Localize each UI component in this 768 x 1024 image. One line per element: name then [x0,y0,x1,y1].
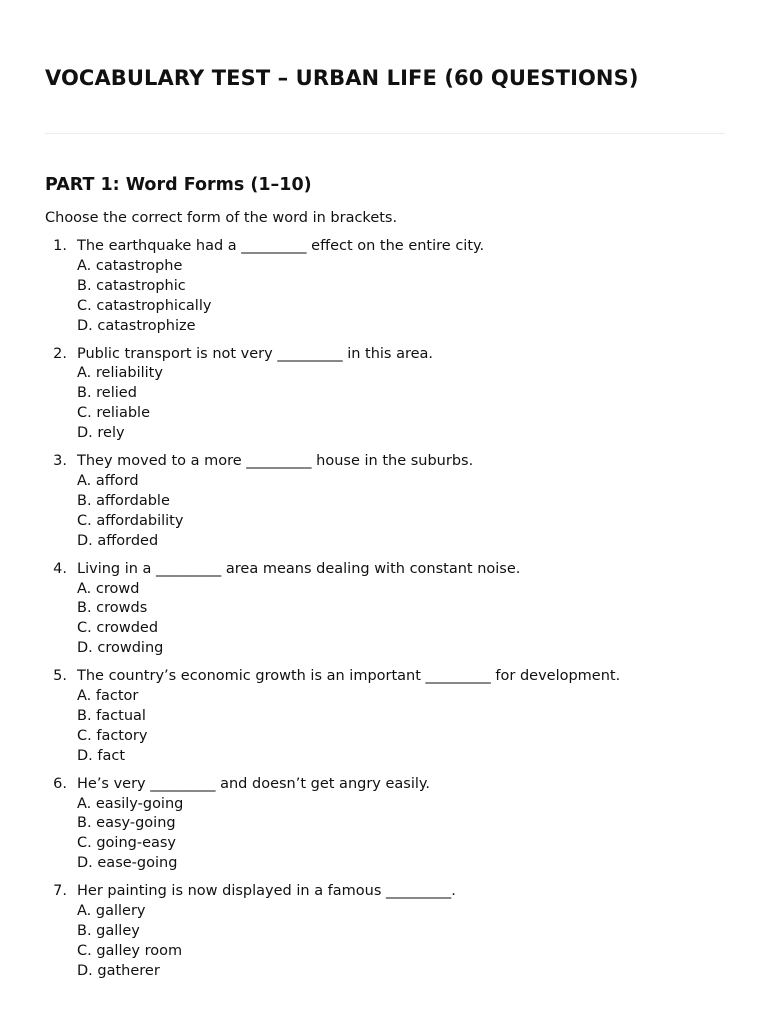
question-number: 6. [53,775,67,792]
option-c: C. going-easy [77,835,177,852]
option-d: D. catastrophize [77,317,196,334]
question-stem: Public transport is not very _________ in this area. [77,345,434,362]
question-6 [45,775,620,875]
question-1 [45,237,620,337]
option-d: D. rely [77,425,125,442]
question-list [45,237,620,990]
option-b: B. relied [77,385,137,402]
option-b: B. easy-going [77,815,176,832]
question-number: 3. [53,453,67,470]
part-1-heading: PART 1: Word Forms (1–10) [45,175,312,195]
question-3 [45,452,620,552]
option-a: A. reliability [77,365,163,382]
question-2 [45,345,620,445]
option-d: D. gatherer [77,962,160,979]
question-number: 1. [53,238,67,254]
question-stem: The country’s economic growth is an important _________ for development. [77,668,621,685]
part-1-instructions: Choose the correct form of the word in brackets. [45,210,398,226]
question-7 [45,882,620,982]
question-stem: The earthquake had a _________ effect on the entire city. [77,238,485,254]
option-c: C. galley room [77,942,183,959]
question-stem: Living in a _________ area means dealing with constant noise. [77,560,521,577]
question-5 [45,667,620,767]
option-a: A. easily-going [77,795,184,812]
option-c: C. crowded [77,620,159,637]
option-d: D. afforded [77,532,159,549]
question-number: 4. [53,560,67,577]
option-c: C. catastrophically [77,297,212,314]
question-4 [45,560,620,660]
option-c: C. factory [77,727,148,744]
option-b: B. galley [77,923,140,939]
option-a: A. factor [77,688,139,705]
option-a: A. gallery [77,903,146,920]
option-d: D. ease-going [77,855,178,872]
option-b: B. factual [77,707,146,724]
question-number: 2. [53,345,67,362]
option-c: C. reliable [77,405,151,422]
option-b: B. affordable [77,492,170,509]
document-title: VOCABULARY TEST – URBAN LIFE (60 QUESTIONS) [45,66,639,90]
option-d: D. fact [77,747,126,764]
question-stem: They moved to a more _________ house in the suburbs. [77,453,474,470]
title-divider [45,133,725,134]
option-b: B. crowds [77,600,148,617]
question-number: 7. [53,883,67,900]
option-a: A. catastrophe [77,257,183,274]
option-d: D. crowding [77,640,164,657]
question-stem: He’s very _________ and doesn’t get angry easily. [77,775,431,792]
question-number: 5. [53,668,67,685]
option-a: A. crowd [77,580,140,597]
option-b: B. catastrophic [77,277,186,294]
option-c: C. affordability [77,512,184,529]
question-stem: Her painting is now displayed in a famous _________. [77,883,456,900]
option-a: A. afford [77,472,139,489]
